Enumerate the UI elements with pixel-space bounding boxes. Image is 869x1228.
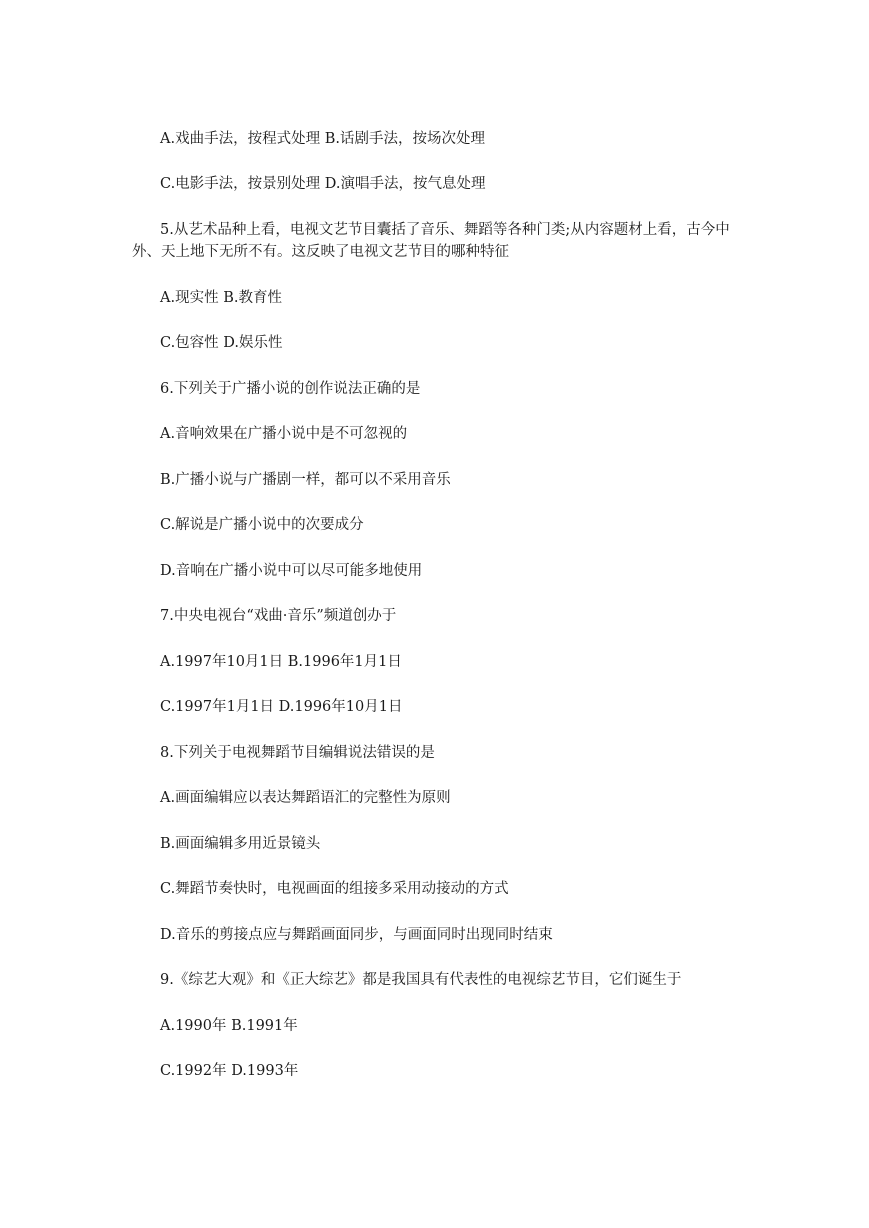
q8-option-b: B.画面编辑多用近景镜头 <box>160 836 321 852</box>
q9-options-cd: C.1992年 D.1993年 <box>160 1063 299 1079</box>
q5-question: 5.从艺术品种上看，电视文艺节目囊括了音乐、舞蹈等各种门类;从内容题材上看，古今中外、天上地下无所不有。这反映了电视文艺节目的哪种特征 <box>132 222 730 260</box>
q7-question: 7.中央电视台“戏曲·音乐”频道创办于 <box>160 608 397 624</box>
q5-options-cd: C.包容性 D.娱乐性 <box>160 335 283 351</box>
q4-options-cd: C.电影手法，按景别处理 D.演唱手法，按气息处理 <box>160 176 486 192</box>
q8-question: 8.下列关于电视舞蹈节目编辑说法错误的是 <box>160 745 435 761</box>
q7-options-cd: C.1997年1月1日 D.1996年10月1日 <box>160 699 403 715</box>
q6-question: 6.下列关于广播小说的创作说法正确的是 <box>160 381 421 397</box>
q6-option-a: A.音响效果在广播小说中是不可忽视的 <box>160 426 408 442</box>
q8-option-d: D.音乐的剪接点应与舞蹈画面同步，与画面同时出现同时结束 <box>160 927 553 943</box>
q5-options-ab: A.现实性 B.教育性 <box>160 290 282 306</box>
q6-option-c: C.解说是广播小说中的次要成分 <box>160 517 364 533</box>
q6-option-d: D.音响在广播小说中可以尽可能多地使用 <box>160 563 423 579</box>
q8-option-c: C.舞蹈节奏快时，电视画面的组接多采用动接动的方式 <box>160 881 509 897</box>
q4-options-ab: A.戏曲手法，按程式处理 B.话剧手法，按场次处理 <box>160 131 485 147</box>
q9-question: 9.《综艺大观》和《正大综艺》都是我国具有代表性的电视综艺节目，它们诞生于 <box>160 972 682 988</box>
q6-option-b: B.广播小说与广播剧一样，都可以不采用音乐 <box>160 472 451 488</box>
q7-options-ab: A.1997年10月1日 B.1996年1月1日 <box>160 654 402 670</box>
q8-option-a: A.画面编辑应以表达舞蹈语汇的完整性为原则 <box>160 790 451 806</box>
q9-options-ab: A.1990年 B.1991年 <box>160 1018 298 1034</box>
